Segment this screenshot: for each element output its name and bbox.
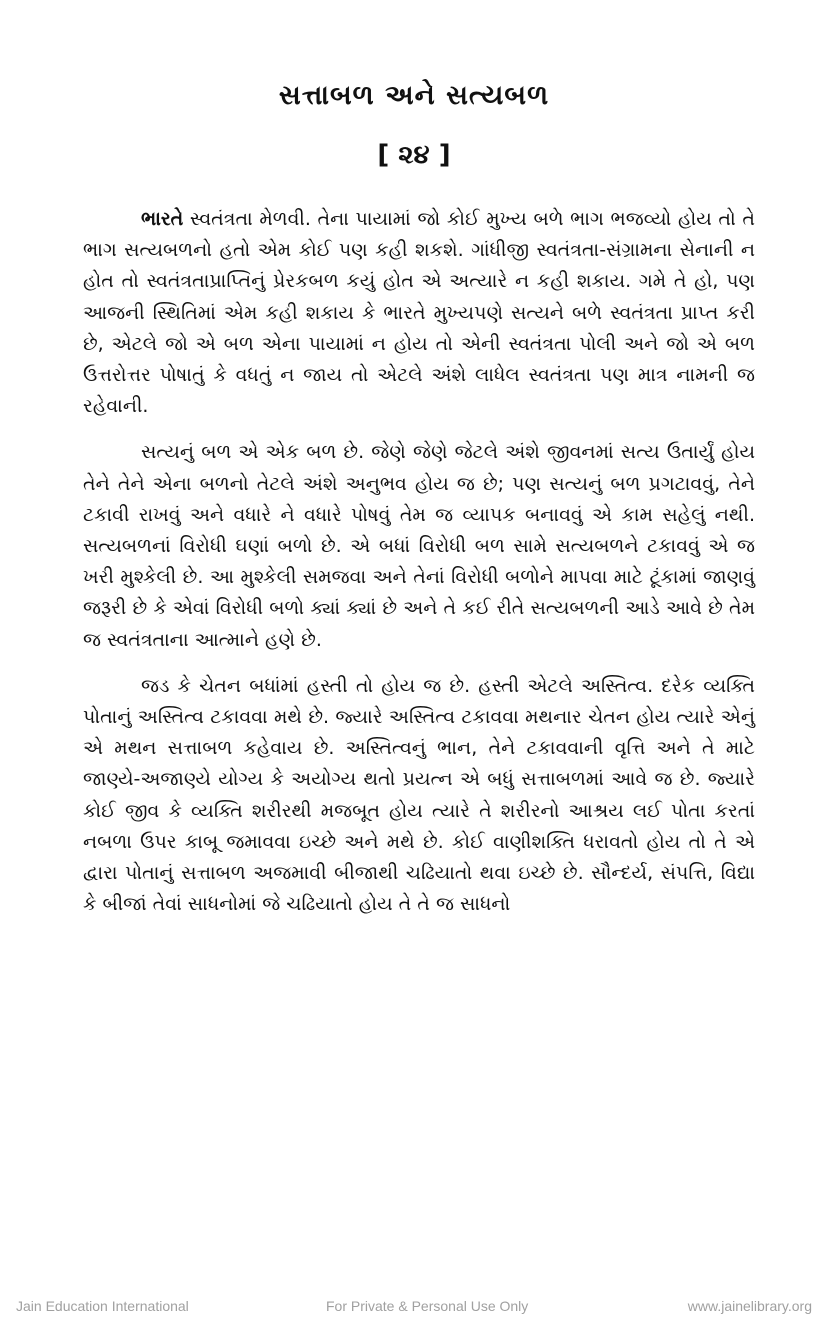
text-line: આડે આવે છે તેમ જ સ્વતંત્રતાના આત્માને હણે છે. bbox=[83, 597, 756, 651]
chapter-number: [ ૨૪ ] bbox=[377, 140, 451, 170]
text-line: જડ કે ચેતન બધાંમાં હસ્તી તો હોય જ છે. હસ્તી એટલે અસ્તિત્વ. દરેક bbox=[141, 674, 696, 697]
text-line: જરૂરી છે કે એવાં વિરોધી બળો ક્યાં ક્યાં છે અને તે કઈ રીતે સત્યબળની bbox=[83, 597, 620, 620]
footer-usage-note: For Private & Personal Use Only bbox=[326, 1298, 529, 1314]
text-line: હોત એ અત્યારે ન કહી શકાય. ગમે તે હો, પણ આજની સ્થિતિમાં એમ bbox=[83, 270, 755, 324]
paragraph-3 bbox=[83, 671, 755, 921]
text-line: બળ ઉત્તરોત્તર પોષાતું કે વધતું ન જાય તો એટલે અંશે લાધેલ સ્વતંત્રતા bbox=[83, 332, 755, 387]
text-line: ચેતન હોય ત્યારે એનું એ મથન સત્તાબળ કહેવાય છે. અસ્તિત્વનું ભાન, bbox=[83, 706, 755, 760]
footer bbox=[0, 1298, 828, 1320]
footer-website-link[interactable]: www.jainelibrary.org bbox=[687, 1298, 812, 1314]
text-line: જો એ બળ એના પાયામાં ન હોય તો એની સ્વતંત્રતા પોલી અને જો એ bbox=[165, 332, 717, 355]
text-line: પણ માત્ર નામની જ રહેવાની. bbox=[83, 364, 755, 418]
body-text bbox=[83, 204, 755, 920]
paragraph-1 bbox=[83, 204, 755, 422]
text-line: મજબૂત હોય ત્યારે તે શરીરનો આશ્રય લઈ પોતા કરતાં નબળા ઉપર કાબૂ bbox=[83, 799, 755, 853]
text-line: સત્યનું બળ એ એક બળ છે. જેણે જેણે જેટલે અંશે જીવનમાં સત્ય bbox=[141, 441, 660, 464]
page-title: સત્તાબળ અને સત્યબળ bbox=[278, 80, 550, 111]
text-line: સ્વતંત્રતા-સંગ્રામના સેનાની ન હોત તો સ્વતંત્રતાપ્રાપ્તિનું પ્રેરકબળ કયું bbox=[83, 239, 755, 293]
text-line: ઉતાર્યું હોય તેને તેને એના બળનો તેટલે અંશે અનુભવ હોય જ છે; પણ bbox=[83, 441, 756, 495]
text-line: વ્યક્તિ પોતાનું અસ્તિત્વ ટકાવવા મથે છે. જ્યારે અસ્તિત્વ ટકાવવા મથનાર bbox=[83, 674, 755, 729]
lead-word: ભારતે bbox=[141, 208, 184, 230]
text-line: કહી શકાય કે ભારતે મુખ્યપણે સત્યને બળે સ્વતંત્રતા પ્રાપ્ત કરી છે, એટલે bbox=[83, 301, 755, 355]
footer-publisher: Jain Education International bbox=[16, 1298, 189, 1314]
text-line: પોતાનું સત્તાબળ અજમાવી બીજાથી ચઢિયાતો થવા ઇચ્છે છે. સૌન્દર્ય, bbox=[125, 862, 654, 885]
text-line: પ્રયત્ન એ બધું સત્તાબળમાં આવે જ છે. જ્યારે કોઈ જીવ કે વ્યક્તિ શરીરથી bbox=[83, 768, 755, 822]
text-line: વ્યાપક બનાવવું એ કામ સહેલું નથી. સત્યબળનાં વિરોધી ઘણાં બળો છે. એ bbox=[83, 503, 755, 558]
text-line: સ્વતંત્રતા મેળવી. તેના પાયામાં જો કોઈ મુખ્ય બળે ભાગ ભજવ્યો bbox=[183, 208, 672, 230]
paragraph-2 bbox=[83, 437, 755, 655]
text-line: હોય તો તે ભાગ સત્યબળનો હતો એમ કોઈ પણ કહી શકશે. ગાંધીજી bbox=[83, 208, 755, 262]
text-line: મુશ્કેલી સમજવા અને તેનાં વિરોધી બળોને માપવા માટે ટૂંકામાં જાણવું bbox=[240, 566, 755, 589]
text-line: જમાવવા ઇચ્છે અને મથે છે. કોઈ વાણીશક્તિ ધરાવતો હોય તો તે એ દ્વારા bbox=[83, 830, 755, 885]
text-line: તેને ટકાવવાની વૃત્તિ અને તે માટે જાણ્યે-અજાણ્યે યોગ્ય કે અયોગ્ય થતો bbox=[83, 737, 755, 791]
text-line: સત્યનું બળ પ્રગટાવવું, તેને ટકાવી રાખવું અને વધારે ને વધારે પોષવું તેમ જ bbox=[83, 472, 755, 526]
text-line: સંપત્તિ, વિદ્યા કે બીજાં તેવાં સાધનોમાં જે ચઢિયાતો હોય તે તે જ સાધનો bbox=[83, 862, 755, 916]
text-line: બધાં વિરોધી બળ સામે સત્યબળને ટકાવવું એ જ ખરી મુશ્કેલી છે. આ bbox=[83, 535, 755, 589]
